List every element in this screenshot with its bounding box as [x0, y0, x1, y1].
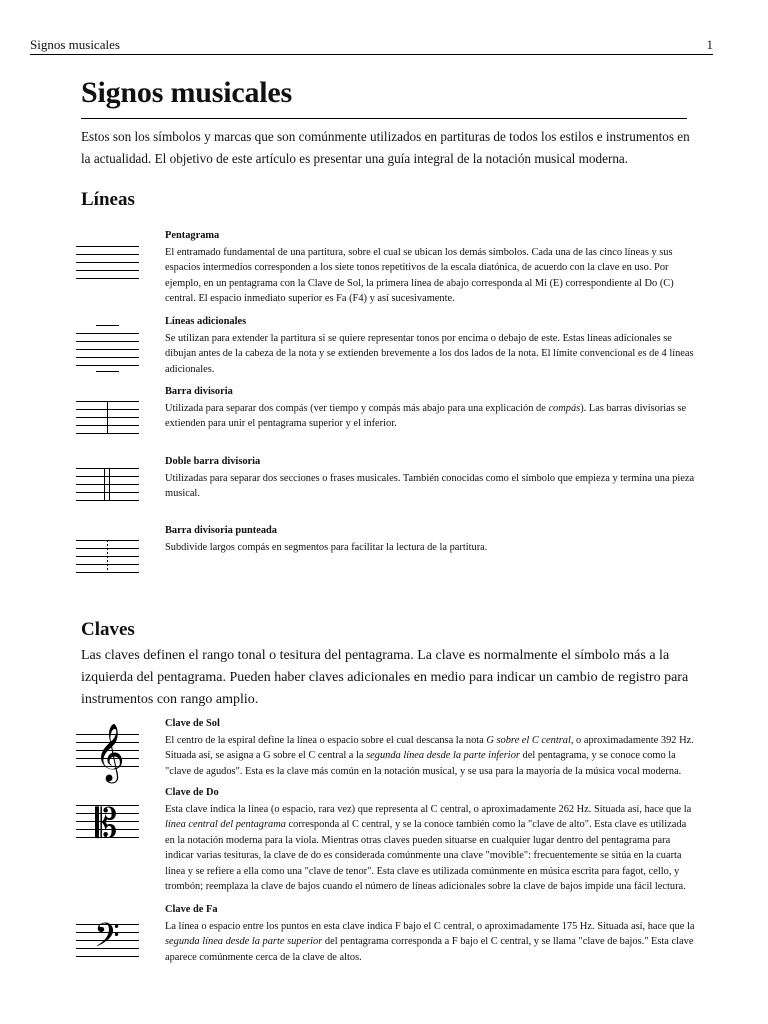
item-description: Utilizada para separar dos compás (ver tiempo y compás más abajo para una explicación de compás). Las barras divisorias se extienden para unir el pentagrama superior y el inferior. — [165, 403, 687, 430]
section-heading-lineas: Líneas — [81, 189, 135, 210]
page-number: 1 — [706, 37, 713, 52]
section-heading-claves: Claves — [81, 619, 135, 640]
item-name: Clave de Fa — [165, 904, 218, 915]
item-description: El entramado fundamental de una partitura, sobre el cual se ubican los demás símbolos. Cada una de las cinco líneas y sus espacios intermedios corresponden a los siete tonos repetitivos de la escala diatónica, de acuerdo con la clave en uso. Por ejemplo, en un pentagrama con la Clave de Sol, la primera línea de abajo corresponda al Mi (E) correspondiente al Do (C) central. El espacio inmediato superior es Fa (F4) y así sucesivamente. — [165, 247, 674, 305]
bass-clef-icon: 𝄢 — [94, 917, 120, 963]
intro-paragraph: Estos son los símbolos y marcas que son comúnmente utilizados en partituras de todos los estilos e instrumentos en la actualidad. El objetivo de este artículo es presentar una guía integral de la notación musical moderna. — [81, 129, 690, 166]
bass-clef-symbol — [76, 903, 140, 963]
item-description: La línea o espacio entre los puntos en esta clave indica F bajo el C central, o aproximadamente 175 Hz. Situada así, hace que la segunda línea desde la parte superior del pentagrama corresponda a F bajo el C central, y se llama "clave de bajos." Esta clave aparece comúnmente cerca de la clave de altos. — [165, 921, 695, 963]
item-name: Líneas adicionales — [165, 316, 247, 327]
item-name: Doble barra divisoria — [165, 456, 261, 467]
double-barline-symbol — [76, 455, 140, 515]
item-description: Utilizadas para separar dos secciones o frases musicales. También conocidas como el símbolo que empieza y termina una pieza musical. — [165, 473, 695, 500]
barline-symbol — [76, 385, 140, 445]
item-name: Clave de Do — [165, 787, 219, 798]
alto-clef-symbol — [76, 786, 140, 846]
item-name: Barra divisoria — [165, 386, 233, 397]
staff-symbol — [76, 229, 140, 289]
item-name: Clave de Sol — [165, 718, 220, 729]
item-description: Se utilizan para extender la partitura si se quiere representar tonos por encima o debajo de este. Estas líneas adicionales se dibujan antes de la cabeza de la nota y se extienden brevemente a los dos lados de la nota. El límite convencional es de 4 líneas adicionales. — [165, 333, 694, 375]
item-description: El centro de la espiral define la línea o espacio sobre el cual descansa la nota G sobre el C central, o aproximadamente 392 Hz. Situada así, se asigna a G sobre el C central a la segunda línea desde la parte inferior del pentagrama, y se conoce como la "clave de agudos". Esta es la clave más común en la notación musical, y se usa para la mayoría de la música vocal moderna. — [165, 735, 694, 777]
item-name: Pentagrama — [165, 230, 220, 241]
running-title: Signos musicales — [30, 37, 120, 52]
page-title: Signos musicales — [81, 76, 293, 109]
running-header — [30, 36, 713, 55]
ledger-lines-symbol — [76, 315, 140, 375]
dashed-barline-symbol — [76, 524, 140, 584]
treble-clef-icon: 𝄞 — [95, 723, 125, 781]
alto-clef-icon: 𝄡 — [95, 801, 118, 847]
item-description: Esta clave indica la línea (o espacio, rara vez) que representa al C central, o aproximadamente 262 Hz. Situada así, hace que la línea central del pentagrama corresponda al C central, y se la conoce también como la "clave de alto". Esta clave es utilizada en la notación moderna para la viola. Mientras otras claves pueden situarse en cualquier lugar dentro del pentagrama para indicar varias tesituras, la clave de do es considerada comúnmente una clave "movible": frecuentemente se sitúa en la cuarta línea y se refiere a ella como una "clave de tenor". Esta clave es utilizada comúnmente en música escrita para fagot, cello, y trombón; reemplaza la clave de bajos cuando el número de líneas adicionales sobre la clave de bajos impide una fácil lectura. — [165, 804, 692, 893]
item-description: Subdivide largos compás en segmentos para facilitar la lectura de la partitura. — [165, 542, 488, 553]
item-name: Barra divisoria punteada — [165, 525, 277, 536]
section-intro-claves: Las claves definen el rango tonal o tesitura del pentagrama. La clave es normalmente el símbolo más a la izquierda del pentagrama. Pueden haber claves adicionales en medio para indicar un cambio de registro para instrumentos con rango amplio. — [81, 648, 689, 707]
treble-clef-symbol — [76, 717, 140, 781]
title-rule — [81, 118, 687, 119]
